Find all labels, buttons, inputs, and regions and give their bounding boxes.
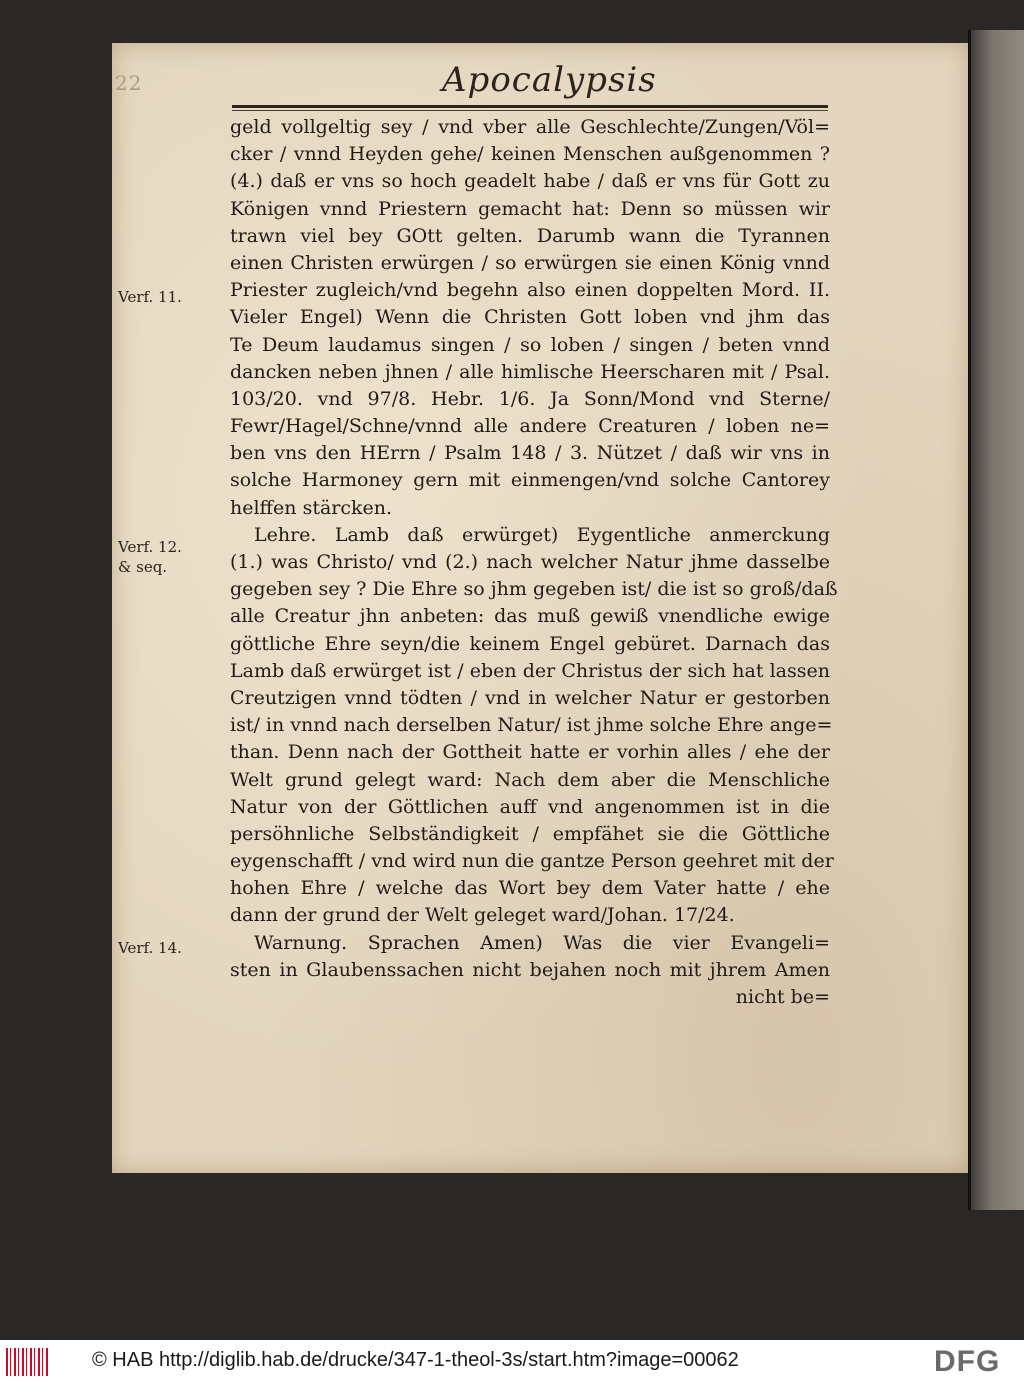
text-line: cker / vnnd Heyden gehe/ keinen Menschen außgenommen ? bbox=[230, 143, 830, 166]
viewer-footer bbox=[0, 1340, 1024, 1383]
text-line: Fewr/Hagel/Schne/vnnd alle andere Creaturen / loben ne= bbox=[230, 415, 830, 438]
text-line: hohen Ehre / welche das Wort bey dem Vater hatte / ehe bbox=[230, 877, 830, 900]
text-line: Lamb daß erwürget ist / eben der Christus der sich hat lassen bbox=[230, 659, 830, 682]
text-line: göttliche Ehre seyn/die keinem Engel gebüret. Darnach das bbox=[230, 632, 830, 655]
text-line: Te Deum laudamus singen / so loben / singen / beten vnnd bbox=[230, 333, 830, 356]
text-line: einen Christen erwürgen / so erwürgen sie einen König vnnd bbox=[230, 251, 830, 274]
text-line: Lehre. Lamb daß erwürget) Eygentliche anmerckung bbox=[254, 523, 830, 546]
text-line: than. Denn nach der Gottheit hatte er vorhin alles / ehe der bbox=[230, 741, 830, 764]
text-line: persöhnliche Selbständigkeit / empfähet sie die Göttliche bbox=[230, 822, 830, 845]
text-line: ben vns den HErrn / Psalm 148 / 3. Nützet / daß wir vns in bbox=[230, 442, 830, 465]
head-rule-thin bbox=[232, 110, 828, 111]
text-line: (4.) daß er vns so hoch geadelt habe / daß er vns für Gott zu bbox=[230, 170, 830, 193]
text-line: sten in Glaubenssachen nicht bejahen noch mit jhrem Amen bbox=[230, 958, 830, 981]
text-line: geld vollgeltig sey / vnd vber alle Geschlechte/Zungen/Völ= bbox=[230, 116, 830, 138]
text-line: dancken neben jhnen / alle himlische Heerscharen mit / Psal. bbox=[230, 360, 830, 383]
text-line: Warnung. Sprachen Amen) Was die vier Evangeli= bbox=[254, 931, 830, 954]
facing-page-edge bbox=[968, 30, 1024, 1210]
text-line: Priester zugleich/vnd begehn also einen doppelten Mord. II. bbox=[230, 279, 830, 302]
head-rule bbox=[232, 105, 828, 108]
text-line: dann der grund der Welt geleget ward/Johan. 17/24. bbox=[230, 904, 735, 927]
text-line: eygenschafft / vnd wird nun die gantze Person geehret mit der bbox=[230, 850, 834, 873]
body-text bbox=[230, 114, 838, 1011]
text-line: gegeben sey ? Die Ehre so jhm gegeben ist/ die ist so groß/daß bbox=[230, 578, 838, 601]
text-line: ist/ in vnnd nach derselben Natur/ ist jhme solche Ehre ange= bbox=[230, 714, 833, 737]
text-line: (1.) was Christo/ vnd (2.) nach welcher Natur jhme dasselbe bbox=[230, 551, 830, 573]
text-line: Natur von der Göttlichen auff vnd angenommen ist in die bbox=[230, 795, 830, 818]
text-line: Creutzigen vnnd tödten / vnd in welcher Natur er gestorben bbox=[230, 686, 830, 709]
text-line: trawn viel bey GOtt gelten. Darumb wann die Tyrannen bbox=[230, 224, 830, 247]
marginal-note: Verf. 14. bbox=[118, 939, 182, 957]
barcode-icon bbox=[6, 1348, 48, 1376]
marginal-note: Verf. 12. & seq. bbox=[118, 538, 182, 576]
text-line: helffen stärcken. bbox=[230, 496, 393, 519]
text-line: alle Creatur jhn anbeten: das muß gewiß vnendliche ewige bbox=[230, 605, 830, 628]
marginal-note: Verf. 11. bbox=[118, 288, 182, 306]
running-head: Apocalypsis bbox=[442, 60, 657, 100]
page-number: 22 bbox=[115, 71, 143, 95]
text-line: nicht be= bbox=[735, 986, 830, 1008]
text-line: Königen vnnd Priestern gemacht hat: Denn so müssen wir bbox=[230, 197, 830, 220]
text-line: solche Harmoney gern mit einmengen/vnd solche Cantorey bbox=[230, 469, 830, 492]
text-line: Welt grund gelegt ward: Nach dem aber die Menschliche bbox=[230, 768, 830, 791]
dfg-logo: DFG bbox=[934, 1345, 1001, 1378]
text-line: Vieler Engel) Wenn die Christen Gott loben vnd jhm das bbox=[230, 306, 830, 329]
text-line: 103/20. vnd 97/8. Hebr. 1/6. Ja Sonn/Mond vnd Sterne/ bbox=[230, 387, 830, 410]
copyright-link[interactable]: © HAB http://diglib.hab.de/drucke/347-1-theol-3s/start.htm?image=00062 bbox=[92, 1349, 739, 1371]
